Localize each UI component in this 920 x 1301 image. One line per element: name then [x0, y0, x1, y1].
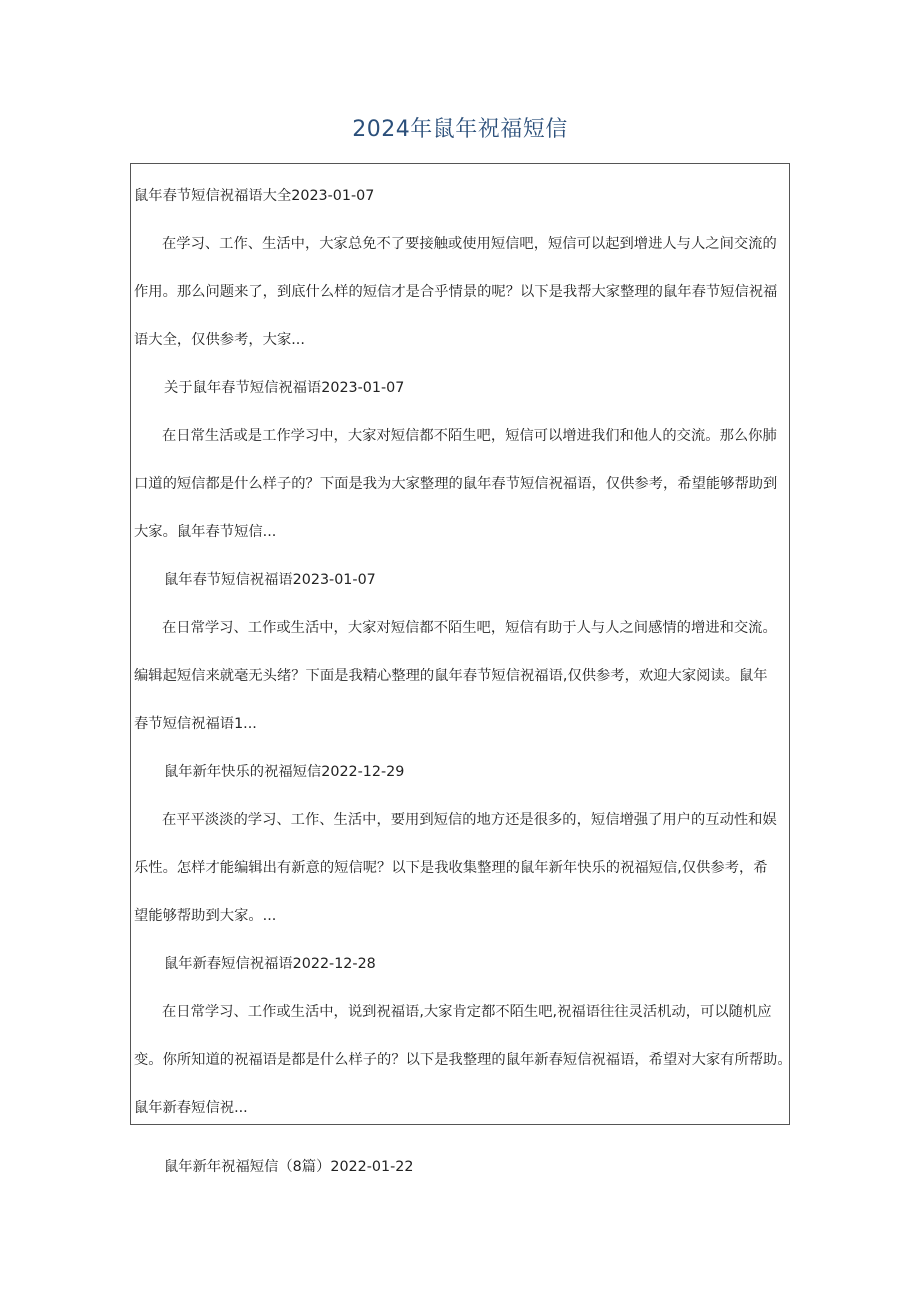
article-summary: [134, 232, 786, 352]
summary-line: 在日常学习、工作或生活中，大家对短信都不陌生吧，短信有助于人与人之间感情的增进和交流。: [162, 620, 777, 636]
summary-line: 大家。鼠年春节短信...: [134, 524, 277, 540]
summary-line: 鼠年新春短信祝...: [134, 1100, 248, 1116]
summary-line: 在平平淡淡的学习、工作、生活中，要用到短信的地方还是很多的，短信增强了用户的互动性和娱: [162, 812, 777, 828]
summary-line: 编辑起短信来就毫无头绪？下面是我精心整理的鼠年春节短信祝福语,仅供参考，欢迎大家阅读。鼠年: [134, 668, 768, 684]
article-heading[interactable]: 鼠年新春短信祝福语2022-12-28: [164, 956, 376, 972]
summary-line: 望能够帮助到大家。...: [134, 908, 277, 924]
article-heading[interactable]: 鼠年新年快乐的祝福短信2022-12-29: [164, 764, 405, 780]
summary-line: 在日常学习、工作或生活中，说到祝福语,大家肯定都不陌生吧,祝福语往往灵活机动，可以随机应: [162, 1004, 772, 1020]
summary-line: 春节短信祝福语1...: [134, 716, 257, 732]
summary-line: 在学习、工作、生活中，大家总免不了要接触或使用短信吧，短信可以起到增进人与人之间交流的: [162, 236, 777, 252]
article-heading[interactable]: 鼠年春节短信祝福语大全2023-01-07: [134, 188, 375, 204]
article-summary: [134, 1000, 792, 1120]
summary-line: 在日常生活或是工作学习中，大家对短信都不陌生吧，短信可以增进我们和他人的交流。那么你肺: [162, 428, 777, 444]
summary-line: 口道的短信都是什么样子的？下面是我为大家整理的鼠年春节短信祝福语，仅供参考，希望能够帮助到: [134, 476, 778, 492]
summary-line: 变。你所知道的祝福语是都是什么样子的？以下是我整理的鼠年新春短信祝福语，希望对大家有所帮助。: [134, 1052, 792, 1068]
article-heading[interactable]: 关于鼠年春节短信祝福语2023-01-07: [164, 380, 405, 396]
article-heading[interactable]: 鼠年春节短信祝福语2023-01-07: [164, 572, 376, 588]
article-summary: [134, 424, 786, 544]
summary-line: 作用。那么问题来了，到底什么样的短信才是合乎情景的呢？以下是我帮大家整理的鼠年春节短信祝福: [134, 284, 778, 300]
summary-line: 语大全，仅供参考，大家...: [134, 332, 305, 348]
article-summary: [134, 808, 786, 928]
article-summary: [134, 616, 786, 736]
document-title: 2024年鼠年祝福短信: [352, 117, 568, 142]
summary-line: 乐性。怎样才能编辑出有新意的短信呢？以下是我收集整理的鼠年新年快乐的祝福短信,仅供参考，希: [134, 860, 768, 876]
article-heading[interactable]: 鼠年新年祝福短信（8篇）2022-01-22: [164, 1159, 414, 1175]
article-list: [134, 184, 792, 1144]
